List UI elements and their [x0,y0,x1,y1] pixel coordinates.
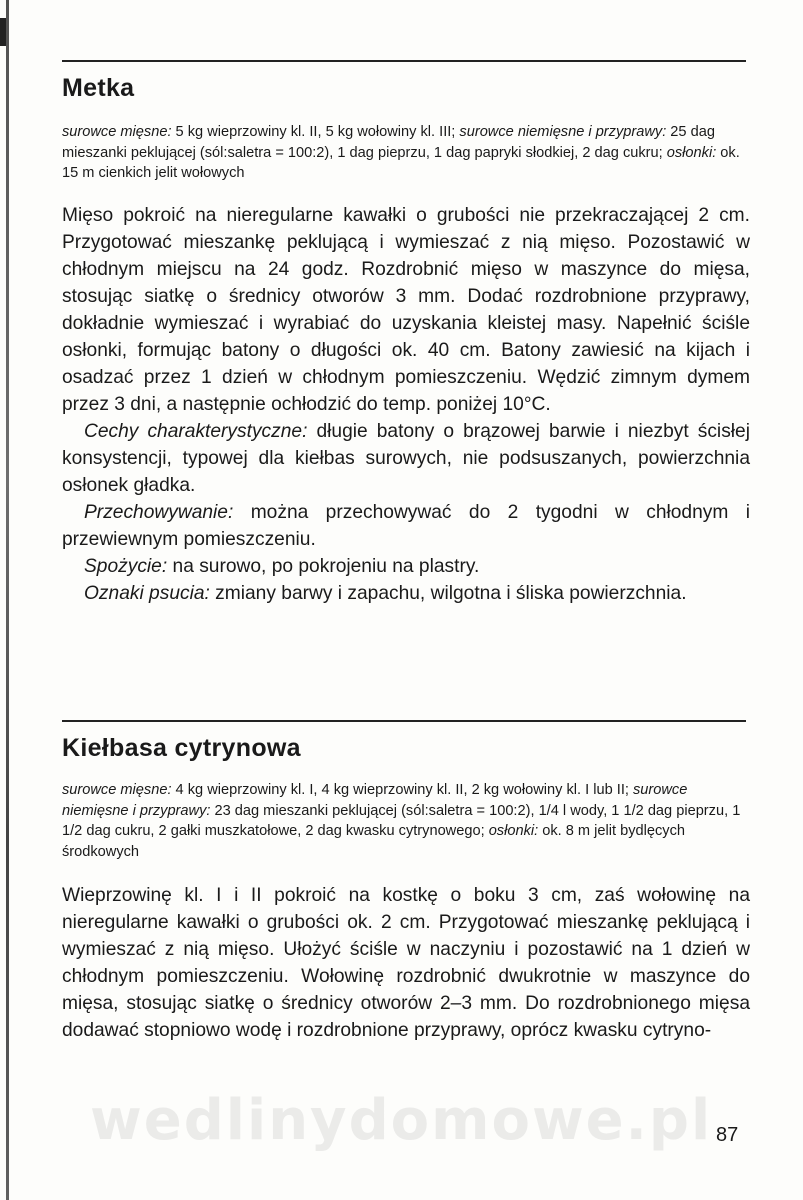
storage-paragraph [62,499,750,553]
consumption-label: Spożycie: [84,555,168,577]
nonmeat-label: surowce niemięsne i przyprawy: [62,782,688,819]
recipe-metka [62,68,750,607]
consumption-text: na surowo, po pokrojeniu na plastry. [167,555,480,577]
consumption-paragraph [62,553,750,580]
method-paragraph: Mięso pokroić na nieregularne kawałki o grubości nie przekraczającej 2 cm. Przygotować mieszankę peklującą i wymieszać z nią mięso. Pozostawić w chłodnym miejscu na 24 godz. Rozdrobnić mięso w maszynce do mięsa, stosując siatkę o średnicy otworów 3 mm. Dodać rozdrobnione przyprawy, dokładnie wymieszać i wyrabiać do uzyskania kleistej masy. Napełnić ściśle osłonki, formując batony o długości ok. 40 cm. Batony zawiesić na kijach i osadzać przez 1 dzień w chłodnym pomieszczeniu. Wędzić zimnym dymem przez 3 dni, a następnie ochłodzić do temp. poniżej 10°C. [62,204,750,415]
storage-text: można przechowywać do 2 tygodni w chłodnym i przewiewnym pomieszczeniu. [62,501,750,550]
spoilage-label: Oznaki psucia: [84,582,210,604]
meat-label: surowce mięsne: [62,782,172,798]
traits-text: długie batony o brązowej barwie i niezbyt ścisłej konsystencji, typowej dla kiełbas surowych, nie podsuszanych, powierzchnia osłonek gładka. [62,420,750,496]
casing-label: osłonki: [666,144,717,161]
method-paragraph: Wieprzowinę kl. I i II pokroić na kostkę o boku 3 cm, zaś wołowinę na nieregularne kawałki o grubości ok. 2 cm. Przygotować mieszankę peklującą i wymieszać z nią mięso. Ułożyć ściśle w naczyniu i pozostawić na 1 dzień w chłodnym pomieszczeniu. Wołowinę rozdrobnić dwukrotnie w maszynce do mięsa, stosując siatkę o średnicy otworów 2–3 mm. Do rozdrobnionego mięsa dodawać stopniowo wodę i rozdrobnione przyprawy, oprócz kwasku cytryno- [62,885,750,1041]
page-edge-mark [0,18,6,46]
meat-ingredients: 4 kg wieprzowiny kl. I, 4 kg wieprzowiny kl. II, 2 kg wołowiny kl. I lub II; [171,782,633,798]
section-rule [62,60,746,62]
spoilage-text: zmiany barwy i zapachu, wilgotna i śliska powierzchnia. [209,582,687,604]
meat-ingredients: 5 kg wieprzowiny kl. II, 5 kg wołowiny kl. III; [171,124,460,140]
traits-label: Cechy charakterystyczne: [84,420,308,442]
section-rule [62,720,746,722]
recipe-title: Metka [62,74,135,102]
casing-ingredients: ok. 8 m jelit bydlęcych środkowych [62,823,685,860]
recipe-kielbasa-cytrynowa [62,728,750,1044]
nonmeat-ingredients: 25 dag mieszanki peklującej (sól:saletra = 100:2), 1 dag pieprzu, 1 dag papryki słodkiej, 2 dag cukru; [62,124,715,161]
traits-paragraph [62,418,750,499]
nonmeat-ingredients: 23 dag mieszanki peklującej (sól:saletra = 100:2), 1/4 l wody, 1 1/2 dag pieprzu, 1 1/2 dag cukru, 2 gałki muszkatołowe, 2 dag kwasku cytrynowego; [62,802,741,839]
ingredients-list [62,780,750,862]
watermark: wedlinydomowe.pl [90,1088,713,1153]
recipe-title: Kiełbasa cytrynowa [62,734,301,762]
spoilage-paragraph [62,580,750,607]
casing-label: osłonki: [488,823,539,839]
page-number: 87 [716,1124,739,1146]
nonmeat-label: surowce niemięsne i przyprawy: [459,124,667,140]
ingredients-list [62,122,750,184]
page-edge-shadow [6,0,9,1200]
meat-label: surowce mięsne: [62,124,172,140]
casing-ingredients: ok. 15 m cienkich jelit wołowych [62,144,740,181]
storage-label: Przechowywanie: [84,501,234,523]
